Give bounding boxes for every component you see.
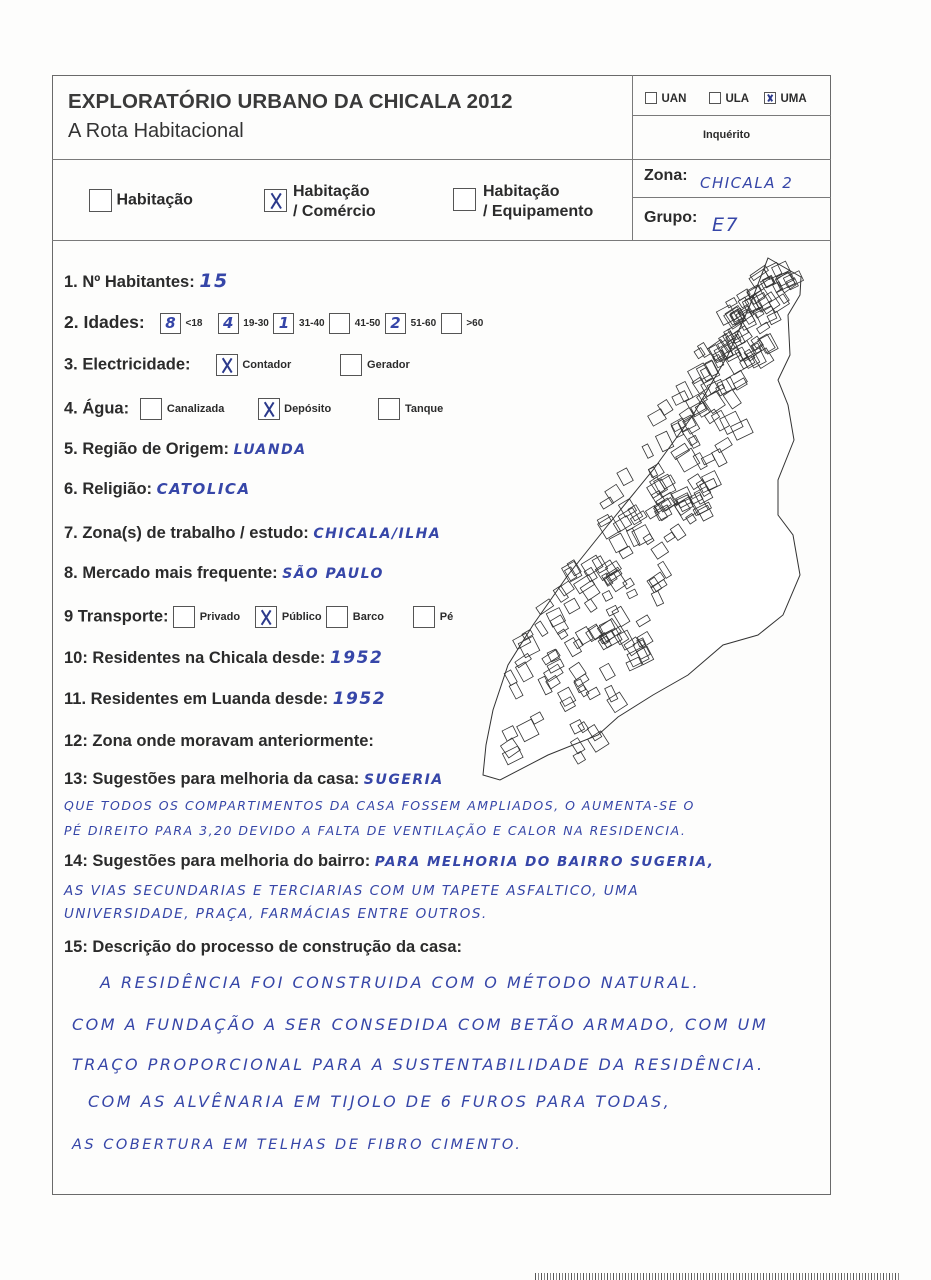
age-over60-box[interactable] bbox=[441, 313, 462, 334]
age-41-50-box[interactable] bbox=[329, 313, 350, 334]
descricao-line: AS COBERTURA EM TELHAS DE FIBRO CIMENTO. bbox=[72, 1137, 523, 1153]
residentes-chicala-value[interactable]: 1952 bbox=[329, 648, 384, 668]
q6-row: 6. Religião: CATOLICA bbox=[64, 480, 251, 498]
divider bbox=[52, 159, 831, 160]
scan-barcode-strip bbox=[535, 1273, 900, 1280]
map-building-block bbox=[600, 497, 614, 509]
map-building-block bbox=[605, 484, 624, 503]
chicala-map-icon bbox=[478, 255, 818, 795]
melhoria-casa-line: PÉ DIREITO PARA 3,20 DEVIDO A FALTA DE VENTILAÇÃO E CALOR NA RESIDENCIA. bbox=[64, 823, 687, 838]
q2-row: 2. Idades: 8 <18 4 19-30 1 31-40 41-50 2 51-60 >60 bbox=[64, 312, 484, 333]
q11-row: 11. Residentes em Luanda desde: 1952 bbox=[64, 689, 387, 709]
map-building-block bbox=[672, 391, 689, 406]
q14-row: 14: Sugestões para melhoria do bairro: PARA MELHORIA DO BAIRRO SUGERIA, bbox=[64, 852, 715, 870]
grupo-value[interactable]: E7 bbox=[712, 214, 740, 236]
melhoria-casa-start[interactable]: SUGERIA bbox=[363, 772, 444, 788]
tanque-checkbox[interactable] bbox=[378, 398, 400, 420]
age-19-30-box[interactable]: 4 bbox=[218, 313, 239, 334]
map-building-block bbox=[648, 409, 667, 426]
map-building-block bbox=[642, 444, 653, 458]
map-building-block bbox=[617, 468, 633, 486]
type-habitacao[interactable]: Habitação bbox=[89, 189, 193, 212]
grupo-label: Grupo: bbox=[644, 209, 698, 226]
habitacao-equipamento-checkbox[interactable] bbox=[453, 188, 476, 211]
q7-row: 7. Zona(s) de trabalho / estudo: CHICALA/ILHA bbox=[64, 524, 442, 542]
canalizada-checkbox[interactable] bbox=[140, 398, 162, 420]
map-building-block bbox=[724, 329, 735, 341]
descricao-line: COM AS ALVÊNARIA EM TIJOLO DE 6 FUROS PARA TODAS, bbox=[88, 1092, 672, 1111]
gerador-checkbox[interactable] bbox=[340, 354, 362, 376]
form-subtitle: A Rota Habitacional bbox=[68, 120, 244, 142]
divider bbox=[632, 197, 831, 198]
melhoria-bairro-line: UNIVERSIDADE, PRAÇA, FARMÁCIAS ENTRE OUTROS. bbox=[64, 906, 488, 922]
map-outline bbox=[483, 258, 801, 780]
q3-row: 3. Electricidade: Contador Gerador bbox=[64, 354, 410, 376]
habitantes-value[interactable]: 15 bbox=[199, 270, 229, 292]
q5-row: 5. Região de Origem: LUANDA bbox=[64, 440, 307, 458]
institution-uma[interactable]: UMA bbox=[764, 89, 807, 107]
descricao-line: COM A FUNDAÇÃO A SER CONSEDIDA COM BETÃO ARMADO, COM UM bbox=[72, 1015, 769, 1034]
age-51-60-box[interactable]: 2 bbox=[385, 313, 406, 334]
form-title: EXPLORATÓRIO URBANO DA CHICALA 2012 bbox=[68, 90, 513, 113]
zona-value[interactable]: CHICALA 2 bbox=[700, 174, 794, 192]
type-habitacao-comercio[interactable]: Habitação / Comércio bbox=[264, 182, 376, 222]
barco-checkbox[interactable] bbox=[326, 606, 348, 628]
q4-row: 4. Água: Canalizada Depósito Tanque bbox=[64, 398, 443, 420]
age-31-40-box[interactable]: 1 bbox=[273, 313, 294, 334]
q12-row: 12: Zona onde moravam anteriormente: bbox=[64, 732, 374, 750]
uma-checkbox[interactable] bbox=[764, 92, 776, 104]
map-building-block bbox=[692, 377, 707, 393]
melhoria-bairro-start[interactable]: PARA MELHORIA DO BAIRRO SUGERIA, bbox=[374, 854, 715, 870]
zona-trabalho-value[interactable]: CHICALA/ILHA bbox=[313, 526, 442, 542]
descricao-line: A RESIDÊNCIA FOI CONSTRUIDA COM O MÉTODO NATURAL. bbox=[100, 973, 701, 992]
q13-row: 13: Sugestões para melhoria da casa: SUGERIA bbox=[64, 770, 444, 788]
publico-checkbox[interactable] bbox=[255, 606, 277, 628]
q10-row: 10: Residentes na Chicala desde: 1952 bbox=[64, 648, 384, 668]
habitacao-checkbox[interactable] bbox=[89, 189, 112, 212]
deposito-checkbox[interactable] bbox=[258, 398, 280, 420]
q1-row: 1. Nº Habitantes: 15 bbox=[64, 270, 229, 292]
privado-checkbox[interactable] bbox=[173, 606, 195, 628]
pe-checkbox[interactable] bbox=[413, 606, 435, 628]
melhoria-bairro-line: AS VIAS SECUNDARIAS E TERCIARIAS COM UM TAPETE ASFALTICO, UMA bbox=[64, 883, 640, 899]
melhoria-casa-line: QUE TODOS OS COMPARTIMENTOS DA CASA FOSSEM AMPLIADOS, O AUMENTA-SE O bbox=[64, 798, 695, 813]
regiao-origem-value[interactable]: LUANDA bbox=[233, 442, 307, 458]
q15-row: 15: Descrição do processo de construção da casa: bbox=[64, 938, 462, 956]
institution-uan[interactable]: UAN bbox=[645, 89, 686, 107]
map-building-block bbox=[658, 400, 673, 416]
descricao-line: TRAÇO PROPORCIONAL PARA A SUSTENTABILIDADE DA RESIDÊNCIA. bbox=[72, 1055, 765, 1074]
ula-checkbox[interactable] bbox=[709, 92, 721, 104]
q9-row: 9 Transporte: Privado Público Barco Pé bbox=[64, 606, 453, 628]
divider bbox=[632, 115, 831, 116]
zona-label: Zona: bbox=[644, 167, 688, 184]
religiao-value[interactable]: CATOLICA bbox=[156, 480, 251, 498]
divider bbox=[52, 240, 831, 241]
mercado-value[interactable]: SÃO PAULO bbox=[282, 566, 384, 582]
institution-ula[interactable]: ULA bbox=[709, 89, 749, 107]
divider bbox=[632, 75, 633, 241]
contador-checkbox[interactable] bbox=[216, 354, 238, 376]
residentes-luanda-value[interactable]: 1952 bbox=[332, 689, 387, 709]
uan-checkbox[interactable] bbox=[645, 92, 657, 104]
habitacao-comercio-checkbox[interactable] bbox=[264, 189, 287, 212]
type-habitacao-equipamento[interactable]: Habitação / Equipamento bbox=[453, 182, 593, 222]
age-under18-box[interactable]: 8 bbox=[160, 313, 181, 334]
inquerito-label: Inquérito bbox=[703, 129, 751, 141]
q8-row: 8. Mercado mais frequente: SÃO PAULO bbox=[64, 564, 384, 582]
